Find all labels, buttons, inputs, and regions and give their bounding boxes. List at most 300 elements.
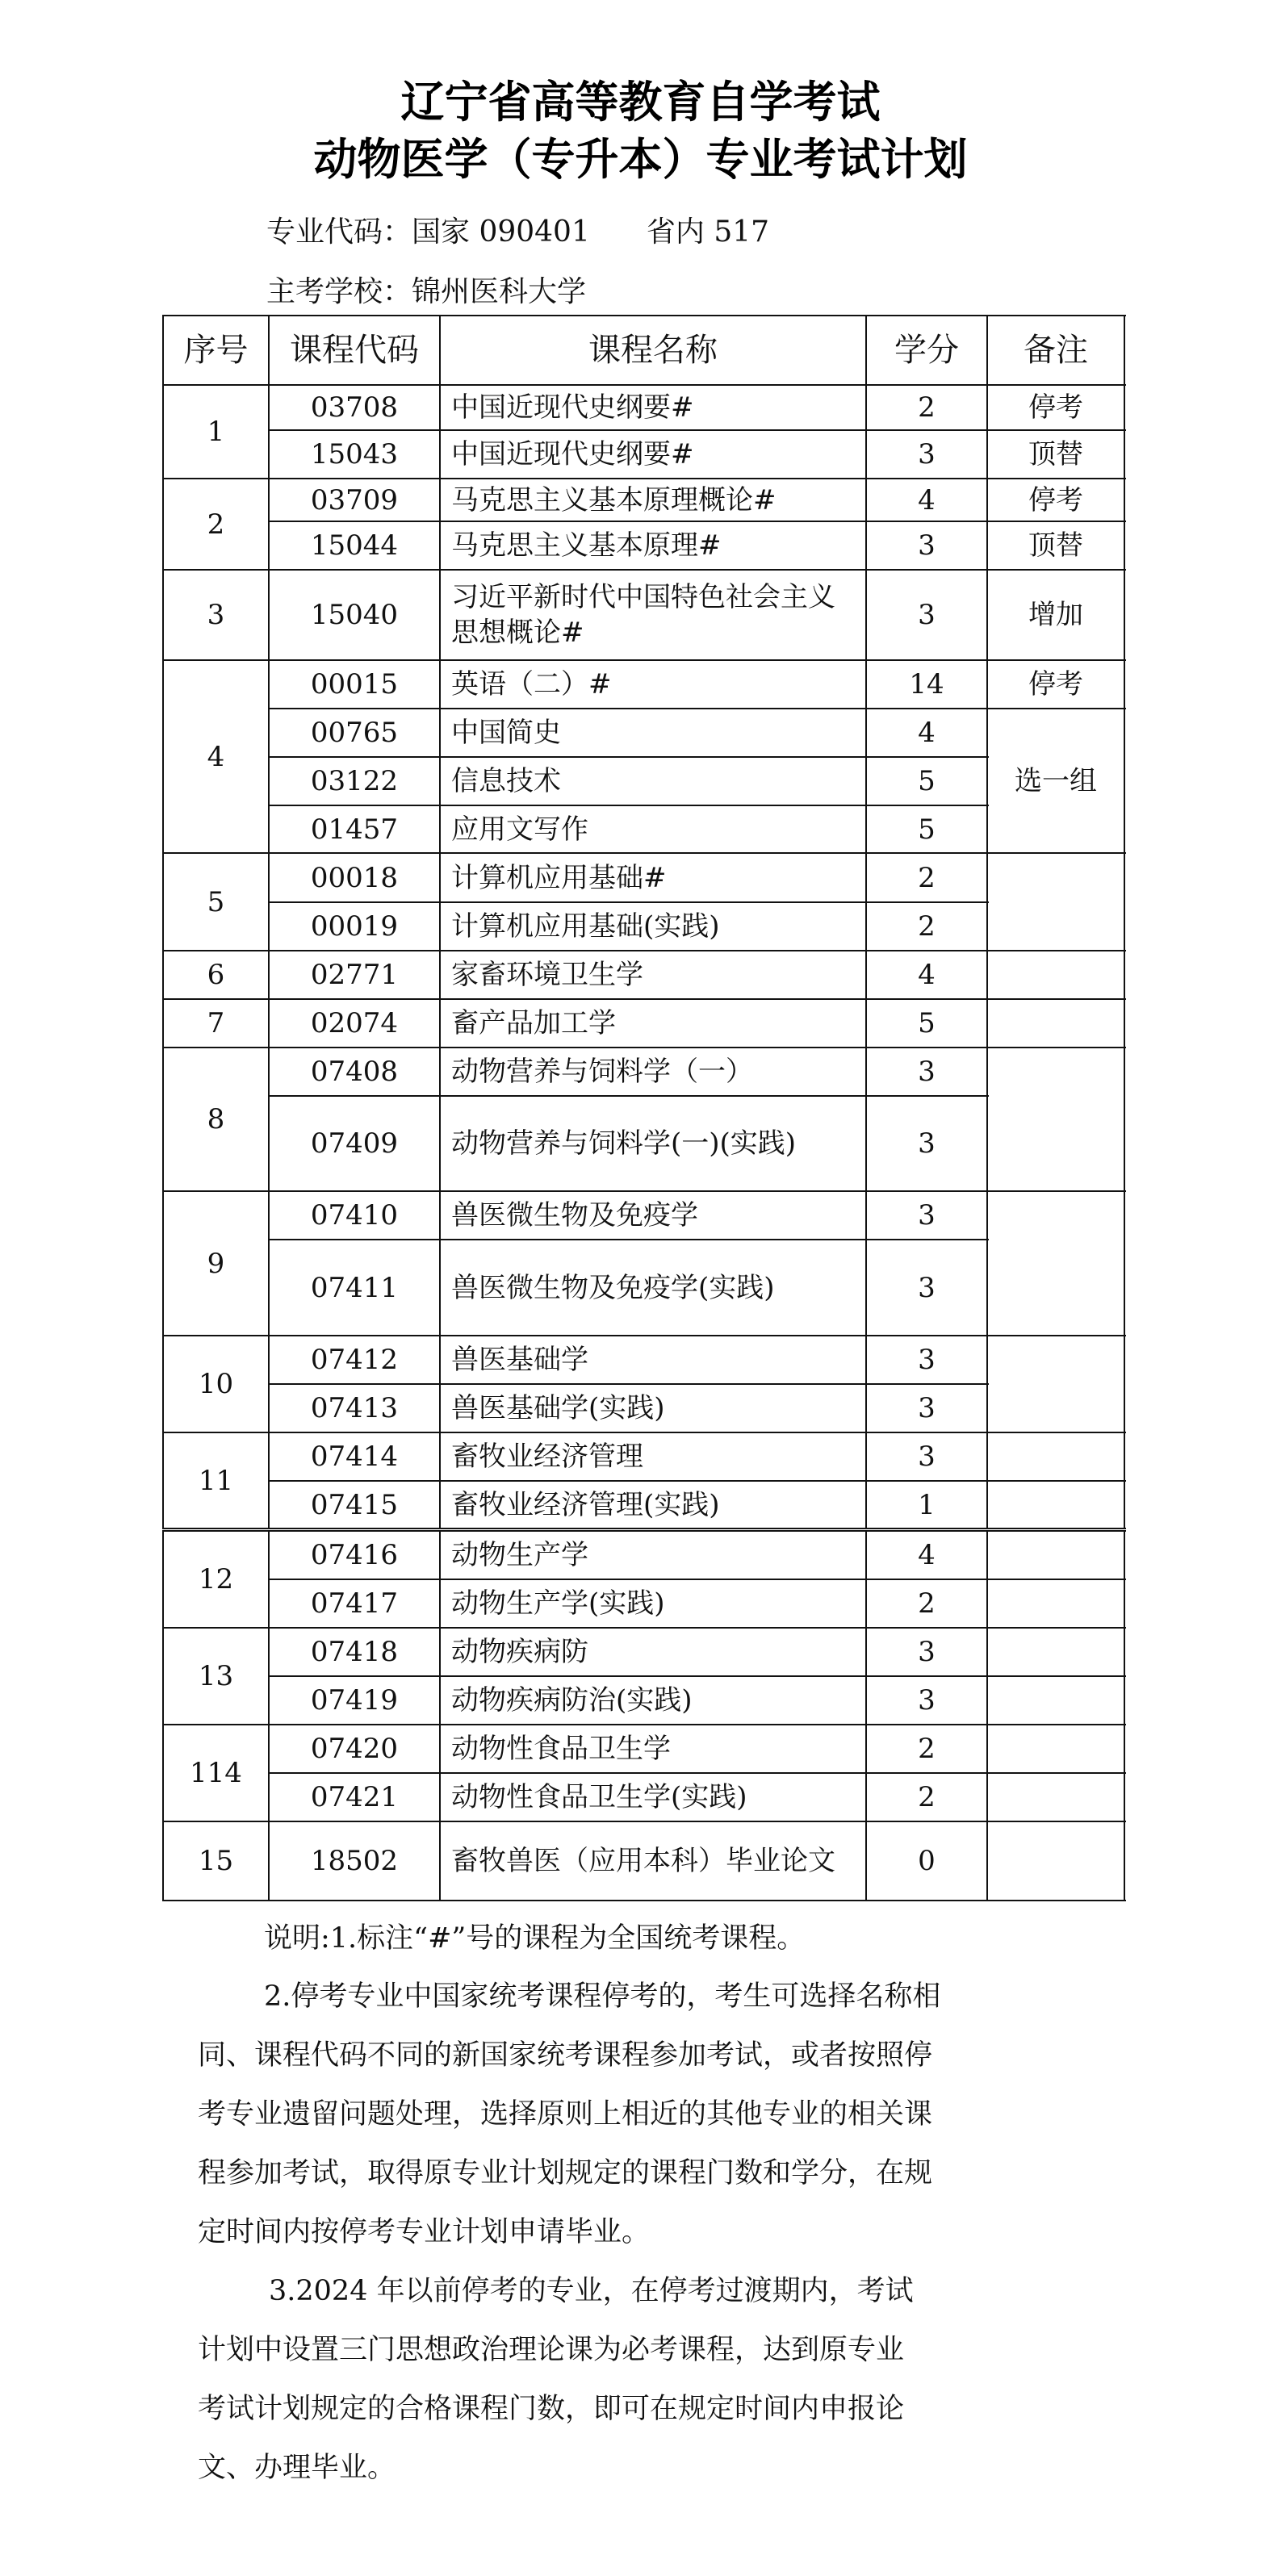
- course-name-text: 习近平新时代中国特色社会主义思想概论#: [451, 581, 835, 649]
- table-rule: [439, 1530, 441, 1901]
- group-number-text: 1: [207, 416, 225, 448]
- course-code-text: 03708: [310, 391, 399, 424]
- group-number: [163, 1048, 269, 1191]
- course-name: [440, 757, 866, 805]
- course-name-text: 畜牧业经济管理: [451, 1441, 643, 1473]
- table-rule: [268, 315, 270, 1529]
- course-name: [440, 805, 866, 853]
- course-credit: [866, 999, 987, 1048]
- course-name-text: 畜牧兽医（应用本科）毕业论文: [451, 1845, 835, 1877]
- note-line: 考试计划规定的合格课程门数，即可在规定时间内申报论: [198, 2393, 905, 2425]
- course-code: [269, 479, 440, 521]
- course-remark: [987, 1821, 1124, 1901]
- course-name: [440, 999, 866, 1048]
- table-rule: [163, 1724, 1126, 1725]
- group-number: [163, 1628, 269, 1725]
- course-name: [440, 1579, 866, 1628]
- course-remark-text: 增加: [1028, 599, 1083, 631]
- course-code: [269, 570, 440, 660]
- course-code: [269, 385, 440, 430]
- course-code-text: 07420: [310, 1733, 399, 1765]
- course-name-text: 中国简史: [451, 717, 561, 749]
- course-credit: [866, 430, 987, 479]
- course-name-text: 兽医基础学(实践): [451, 1392, 665, 1424]
- course-name: [440, 1773, 866, 1821]
- course-credit: [866, 660, 987, 709]
- table-rule: [987, 1772, 1126, 1774]
- course-credit: [866, 709, 987, 757]
- course-code: [269, 1676, 440, 1725]
- course-credit: [866, 1821, 987, 1901]
- group-number: [163, 853, 269, 951]
- course-credit: [866, 1384, 987, 1432]
- course-code: [269, 1628, 440, 1676]
- table-rule: [163, 998, 1126, 1000]
- course-code-text: 07410: [310, 1199, 399, 1232]
- course-name: [440, 430, 866, 479]
- course-remark-text: 停考: [1028, 391, 1083, 424]
- course-name-text: 中国近现代史纲要#: [451, 391, 694, 424]
- group-number: [163, 1336, 269, 1432]
- group-number: [163, 1531, 269, 1628]
- course-credit: [866, 521, 987, 570]
- course-credit-text: 3: [918, 1392, 936, 1424]
- course-remark: [987, 521, 1124, 570]
- provincial-code: 省内 517: [646, 215, 770, 249]
- course-name: [440, 1628, 866, 1676]
- course-credit: [866, 1725, 987, 1773]
- course-credit: [866, 805, 987, 853]
- course-name-text: 动物营养与饲料学(一)(实践): [451, 1127, 797, 1160]
- table-rule: [163, 1432, 1126, 1433]
- table-rule: [163, 852, 1126, 854]
- course-remark: [987, 951, 1124, 999]
- course-credit-text: 3: [918, 1636, 936, 1668]
- course-credit: [866, 385, 987, 430]
- course-name-text: 动物营养与饲料学（一）: [451, 1056, 753, 1088]
- header-seq-text: 序号: [183, 332, 249, 369]
- table-rule: [162, 1530, 164, 1901]
- course-code-text: 07413: [310, 1392, 399, 1424]
- course-credit-text: 3: [918, 1056, 936, 1088]
- group-number-text: 2: [207, 508, 225, 541]
- course-remark: [987, 1531, 1124, 1579]
- course-credit-text: 3: [918, 1344, 936, 1376]
- course-code-text: 07414: [310, 1441, 399, 1473]
- course-remark: [987, 853, 1124, 951]
- course-name-text: 兽医基础学: [451, 1344, 588, 1376]
- table-rule: [163, 1900, 1126, 1901]
- header-credit: [866, 316, 987, 385]
- table-rule: [269, 901, 989, 903]
- course-code: [269, 1384, 440, 1432]
- course-code-text: 02771: [310, 959, 399, 991]
- header-seq: [163, 316, 269, 385]
- course-remark: [987, 1191, 1124, 1336]
- course-name: [440, 1384, 866, 1432]
- course-code-text: 07418: [310, 1636, 399, 1668]
- course-code: [269, 805, 440, 853]
- table-rule: [163, 1190, 1126, 1192]
- course-credit: [866, 1628, 987, 1676]
- note-line: 定时间内按停考专业计划申请毕业。: [198, 2216, 651, 2248]
- course-code-text: 03709: [310, 483, 399, 516]
- course-name: [440, 1240, 866, 1336]
- table-rule: [163, 950, 1126, 951]
- group-number: [163, 570, 269, 660]
- table-rule: [986, 315, 988, 1529]
- course-name: [440, 1676, 866, 1725]
- course-code-text: 15043: [310, 438, 399, 470]
- note-line: 文、办理毕业。: [198, 2452, 396, 2484]
- table-rule: [269, 521, 989, 522]
- course-name: [440, 1096, 866, 1191]
- course-credit: [866, 1191, 987, 1240]
- group-number: [163, 385, 269, 479]
- course-remark: [987, 1725, 1124, 1773]
- course-code: [269, 902, 440, 951]
- group-number: [163, 999, 269, 1048]
- header-name: [440, 316, 866, 385]
- course-remark: [987, 1628, 1124, 1676]
- group-number-text: 4: [207, 740, 225, 773]
- course-name: [440, 1048, 866, 1096]
- table-rule: [269, 1480, 989, 1482]
- course-name: [440, 660, 866, 709]
- course-name-text: 兽医微生物及免疫学(实践): [451, 1271, 775, 1304]
- table-rule: [987, 429, 1126, 431]
- course-name-text: 动物性食品卫生学(实践): [451, 1781, 747, 1813]
- course-code: [269, 757, 440, 805]
- group-number-text: 3: [207, 599, 225, 631]
- note-line: 同、课程代码不同的新国家统考课程参加考试，或者按照停: [198, 2039, 933, 2072]
- course-name-text: 中国近现代史纲要#: [451, 438, 694, 470]
- course-name: [440, 1821, 866, 1901]
- table-rule: [163, 569, 1126, 571]
- group-number: [163, 1821, 269, 1901]
- group-number-text: 114: [190, 1757, 242, 1789]
- host-school: 主考学校：锦州医科大学: [266, 275, 587, 308]
- group-number-text: 12: [198, 1563, 234, 1595]
- course-name-text: 马克思主义基本原理概论#: [451, 483, 777, 516]
- course-code-text: 15044: [310, 529, 399, 562]
- course-name-text: 动物生产学(实践): [451, 1587, 665, 1620]
- course-code-text: 00015: [310, 668, 399, 700]
- table-rule: [163, 1530, 1126, 1532]
- course-code-text: 15040: [310, 599, 399, 631]
- table-rule: [268, 1530, 270, 1901]
- course-code: [269, 1725, 440, 1773]
- course-name: [440, 1432, 866, 1481]
- course-name-text: 英语（二）#: [451, 668, 612, 700]
- table-rule: [163, 1335, 1126, 1336]
- course-credit-text: 3: [918, 1199, 936, 1232]
- course-remark-text: 停考: [1028, 668, 1083, 700]
- course-code: [269, 1481, 440, 1528]
- course-name-text: 兽医微生物及免疫学: [451, 1199, 698, 1232]
- course-code-text: 00765: [310, 717, 399, 749]
- document-title-line2: 动物医学（专升本）专业考试计划: [313, 134, 968, 185]
- course-code: [269, 430, 440, 479]
- group-number: [163, 479, 269, 570]
- table-rule: [163, 315, 1126, 316]
- course-remark: [987, 570, 1124, 660]
- course-credit: [866, 853, 987, 902]
- course-credit-text: 3: [918, 1684, 936, 1717]
- course-remark-text: 停考: [1028, 483, 1083, 516]
- course-credit-text: 3: [918, 529, 936, 562]
- course-code: [269, 1773, 440, 1821]
- course-remark: [987, 1481, 1124, 1528]
- course-credit: [866, 757, 987, 805]
- course-code-text: 07408: [310, 1056, 399, 1088]
- course-code-text: 07416: [310, 1539, 399, 1571]
- course-credit: [866, 1676, 987, 1725]
- course-credit: [866, 1240, 987, 1336]
- table-rule: [1124, 1530, 1125, 1901]
- course-credit: [866, 1336, 987, 1384]
- course-name: [440, 709, 866, 757]
- course-name: [440, 521, 866, 570]
- header-name-text: 课程名称: [588, 332, 718, 369]
- table-rule: [163, 478, 1126, 479]
- table-rule: [269, 429, 989, 431]
- table-rule: [1124, 315, 1125, 1529]
- group-number: [163, 951, 269, 999]
- course-credit-text: 2: [918, 1587, 936, 1620]
- course-code-text: 07417: [310, 1587, 399, 1620]
- course-name: [440, 951, 866, 999]
- header-credit-text: 学分: [894, 332, 959, 369]
- course-credit: [866, 902, 987, 951]
- course-name: [440, 479, 866, 521]
- group-number-text: 7: [207, 1007, 225, 1039]
- table-rule: [269, 1383, 989, 1385]
- course-credit: [866, 1531, 987, 1579]
- course-remark: [987, 1773, 1124, 1821]
- note-line: 说明:1.标注“#”号的课程为全国统考课程。: [264, 1922, 806, 1955]
- course-code: [269, 1096, 440, 1191]
- note-line: 程参加考试，取得原专业计划规定的课程门数和学分，在规: [198, 2157, 933, 2189]
- table-rule: [269, 1772, 989, 1774]
- note-line: 计划中设置三门思想政治理论课为必考课程，达到原专业: [198, 2334, 905, 2366]
- course-credit-text: 2: [918, 1733, 936, 1765]
- course-remark-text: 选一组: [1015, 764, 1097, 797]
- course-name-text: 家畜环境卫生学: [451, 959, 643, 991]
- group-number-text: 9: [207, 1247, 225, 1280]
- course-code: [269, 1048, 440, 1096]
- course-remark: [987, 385, 1124, 430]
- table-rule: [987, 521, 1126, 522]
- course-code-text: 01457: [310, 813, 399, 846]
- course-credit-text: 3: [918, 1441, 936, 1473]
- course-name: [440, 1531, 866, 1579]
- header-remark-text: 备注: [1024, 332, 1088, 369]
- course-code-text: 03122: [310, 765, 399, 797]
- course-code-text: 07421: [310, 1781, 399, 1813]
- course-credit: [866, 479, 987, 521]
- course-credit: [866, 1432, 987, 1481]
- course-remark: [987, 999, 1124, 1048]
- course-code-text: 00019: [310, 910, 399, 943]
- course-remark: [987, 1432, 1124, 1481]
- group-number: [163, 660, 269, 853]
- group-number-text: 15: [198, 1845, 234, 1877]
- course-name-text: 马克思主义基本原理#: [451, 529, 722, 562]
- course-credit-text: 1: [918, 1488, 936, 1521]
- table-rule: [162, 315, 164, 1529]
- course-code-text: 07409: [310, 1127, 399, 1160]
- course-code-text: 07415: [310, 1488, 399, 1521]
- course-name-text: 计算机应用基础(实践): [451, 910, 720, 943]
- course-credit: [866, 1096, 987, 1191]
- major-code: 专业代码：国家 090401: [266, 215, 590, 249]
- course-remark-text: 顶替: [1028, 529, 1083, 562]
- course-credit-text: 2: [918, 391, 936, 424]
- course-remark: [987, 709, 1124, 853]
- header-code: [269, 316, 440, 385]
- course-credit-text: 3: [918, 599, 936, 631]
- table-rule: [163, 1627, 1126, 1629]
- course-name: [440, 853, 866, 902]
- table-rule: [865, 1530, 867, 1901]
- course-name-text: 动物疾病防治(实践): [451, 1684, 693, 1717]
- course-name: [440, 385, 866, 430]
- course-name: [440, 1191, 866, 1240]
- header-remark: [987, 316, 1124, 385]
- course-name: [440, 902, 866, 951]
- table-rule: [987, 1579, 1126, 1580]
- group-number-text: 6: [207, 959, 225, 991]
- document-title-line1: 辽宁省高等教育自学考试: [400, 77, 881, 128]
- course-credit: [866, 570, 987, 660]
- course-credit: [866, 1048, 987, 1096]
- course-name: [440, 1481, 866, 1528]
- course-code: [269, 951, 440, 999]
- course-credit-text: 2: [918, 861, 936, 894]
- course-remark: [987, 430, 1124, 479]
- note-line: 3.2024 年以前停考的专业，在停考过渡期内，考试: [269, 2275, 914, 2307]
- course-remark: [987, 1676, 1124, 1725]
- table-rule: [269, 1239, 989, 1240]
- course-name: [440, 1336, 866, 1384]
- table-rule: [987, 1675, 1126, 1677]
- course-credit-text: 3: [918, 1271, 936, 1304]
- course-remark: [987, 479, 1124, 521]
- table-rule: [269, 1675, 989, 1677]
- course-remark: [987, 1336, 1124, 1432]
- table-rule: [163, 1047, 1126, 1048]
- note-line: 2.停考专业中国家统考课程停考的，考生可选择名称相: [264, 1980, 941, 2013]
- course-code-text: 00018: [310, 861, 399, 894]
- course-name-text: 畜牧业经济管理(实践): [451, 1488, 720, 1521]
- course-credit-text: 14: [909, 668, 944, 700]
- group-number-text: 13: [198, 1660, 234, 1692]
- course-code: [269, 1531, 440, 1579]
- course-name-text: 动物生产学: [451, 1539, 588, 1571]
- course-credit-text: 5: [918, 813, 936, 846]
- course-credit: [866, 951, 987, 999]
- table-rule: [439, 315, 441, 1529]
- course-remark: [987, 1048, 1124, 1191]
- course-code: [269, 521, 440, 570]
- table-rule: [269, 756, 989, 758]
- course-credit-text: 4: [918, 959, 936, 991]
- table-rule: [987, 1480, 1126, 1482]
- course-name: [440, 1725, 866, 1773]
- course-code: [269, 999, 440, 1048]
- group-number-text: 5: [207, 885, 225, 918]
- course-code-text: 07419: [310, 1684, 399, 1717]
- course-name-text: 信息技术: [451, 765, 561, 797]
- table-rule: [865, 315, 867, 1529]
- course-name-text: 计算机应用基础#: [451, 861, 667, 894]
- course-code: [269, 709, 440, 757]
- note-line: 考专业遗留问题处理，选择原则上相近的其他专业的相关课: [198, 2098, 933, 2131]
- table-rule: [163, 384, 1126, 386]
- course-name-text: 应用文写作: [451, 813, 588, 846]
- course-code: [269, 1191, 440, 1240]
- course-name-text: 畜产品加工学: [451, 1007, 616, 1039]
- course-credit-text: 3: [918, 438, 936, 470]
- course-code: [269, 1579, 440, 1628]
- course-remark: [987, 660, 1124, 709]
- table-rule: [269, 1579, 989, 1580]
- course-credit-text: 5: [918, 1007, 936, 1039]
- course-code-text: 07412: [310, 1344, 399, 1376]
- group-number-text: 10: [198, 1368, 234, 1400]
- table-rule: [269, 1095, 989, 1097]
- table-rule: [163, 1528, 1126, 1529]
- group-number: [163, 1191, 269, 1336]
- group-number: [163, 1432, 269, 1528]
- table-rule: [269, 708, 989, 709]
- course-name-text: 动物疾病防: [451, 1636, 588, 1668]
- course-remark-text: 顶替: [1028, 438, 1083, 470]
- course-credit-text: 4: [918, 1539, 936, 1571]
- group-number-text: 8: [207, 1103, 225, 1135]
- course-credit-text: 4: [918, 483, 936, 516]
- course-code: [269, 1336, 440, 1384]
- course-name-text: 动物性食品卫生学: [451, 1733, 671, 1765]
- course-credit: [866, 1579, 987, 1628]
- course-credit-text: 3: [918, 1127, 936, 1160]
- course-code-text: 02074: [310, 1007, 399, 1039]
- header-code-text: 课程代码: [290, 332, 419, 369]
- table-rule: [163, 1821, 1126, 1822]
- course-code-text: 07411: [310, 1271, 399, 1304]
- course-code: [269, 1821, 440, 1901]
- course-code: [269, 1240, 440, 1336]
- course-remark: [987, 1579, 1124, 1628]
- group-number-text: 11: [198, 1464, 234, 1497]
- table-rule: [987, 708, 1126, 709]
- table-rule: [986, 1530, 988, 1901]
- course-code: [269, 1432, 440, 1481]
- course-credit: [866, 1481, 987, 1528]
- course-credit: [866, 1773, 987, 1821]
- table-rule: [163, 659, 1126, 661]
- course-credit-text: 5: [918, 765, 936, 797]
- course-code: [269, 660, 440, 709]
- course-credit-text: 2: [918, 1781, 936, 1813]
- course-code: [269, 853, 440, 902]
- table-rule: [269, 805, 989, 806]
- course-credit-text: 4: [918, 717, 936, 749]
- group-number: [163, 1725, 269, 1821]
- course-credit-text: 2: [918, 910, 936, 943]
- course-code-text: 18502: [310, 1845, 399, 1877]
